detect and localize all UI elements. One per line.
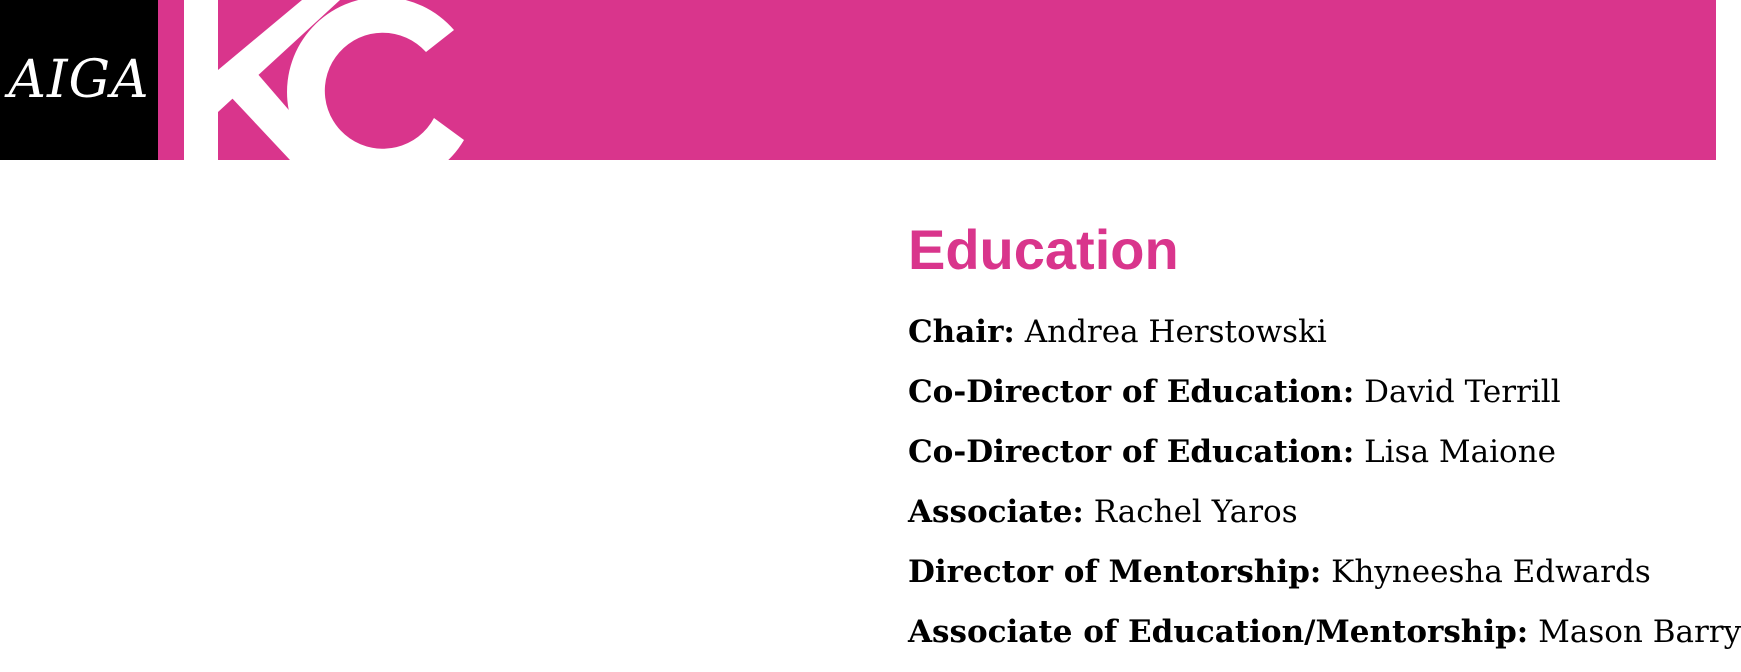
roster-item-co-director-1	[908, 362, 1698, 422]
role-label: Associate of Education/Mentorship:	[908, 614, 1529, 650]
role-label: Chair:	[908, 314, 1015, 350]
aiga-logo-text: AIGA	[8, 50, 150, 110]
role-label: Co-Director of Education:	[908, 374, 1355, 410]
kc-logo-k-stem	[184, 0, 218, 160]
person-name: Andrea Herstowski	[1024, 314, 1327, 350]
role-label: Co-Director of Education:	[908, 434, 1355, 470]
roster-item-associate-education-mentorship	[908, 602, 1741, 662]
person-name: Rachel Yaros	[1093, 494, 1298, 530]
roster-item-co-director-2	[908, 422, 1698, 482]
role-label: Associate:	[908, 494, 1084, 530]
roster-item-chair	[908, 302, 1698, 362]
person-name: Mason Barry	[1538, 614, 1741, 650]
role-label: Director of Mentorship:	[908, 554, 1322, 590]
section-title: Education	[908, 218, 1179, 281]
person-name: David Terrill	[1364, 374, 1561, 410]
roster-item-associate	[908, 482, 1698, 542]
person-name: Lisa Maione	[1364, 434, 1557, 470]
kc-logo-mark	[184, 0, 474, 160]
person-name: Khyneesha Edwards	[1331, 554, 1651, 590]
roster-item-director-mentorship	[908, 542, 1698, 602]
roster-list	[908, 302, 1741, 662]
education-section	[908, 218, 1741, 662]
aiga-logo	[0, 0, 158, 160]
